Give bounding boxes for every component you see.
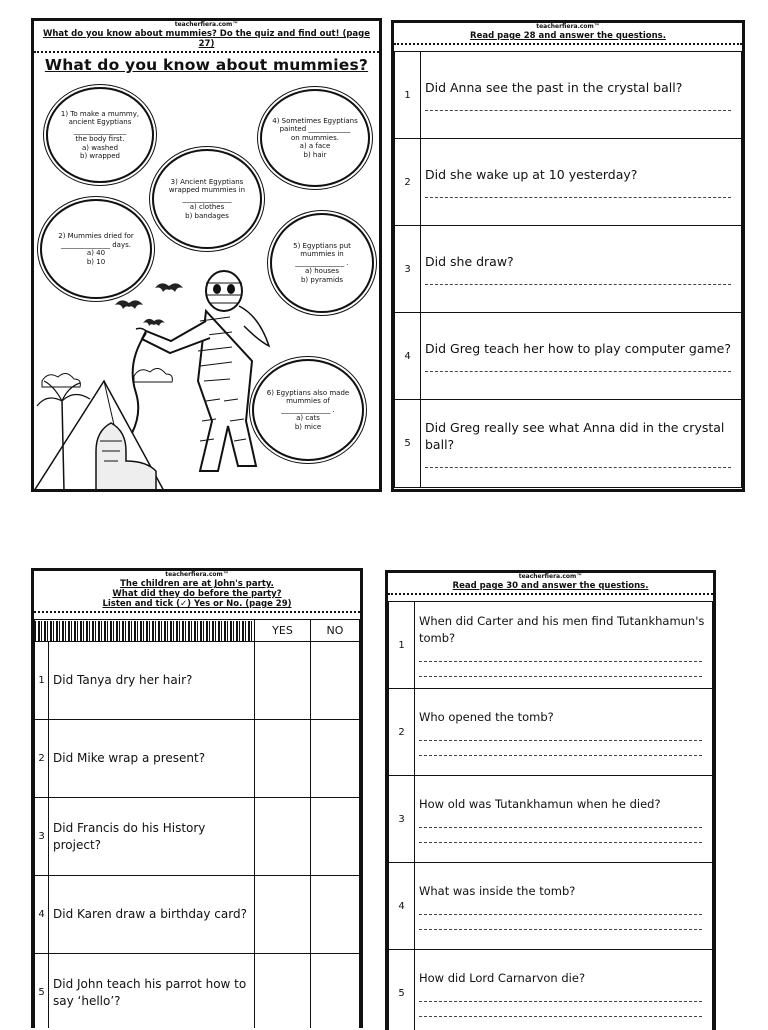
answer-line[interactable] [425,272,731,285]
table-row [35,876,360,954]
option-b[interactable]: b) hair [272,151,358,160]
answer-line[interactable] [419,664,702,677]
yes-tick-cell[interactable] [255,798,311,876]
sheet-header: Read page 30 and answer the questions. [388,581,713,591]
option-a[interactable]: a) houses [282,267,362,276]
table-row [389,863,713,950]
yes-tick-cell[interactable] [255,954,311,1029]
question-text: Did Francis do his History project? [49,798,255,876]
yes-tick-cell[interactable] [255,720,311,798]
question-number: 2 [389,689,415,776]
question-text: How old was Tutankhamun when he died? [419,797,661,811]
barcode-header [35,620,255,642]
answer-line[interactable] [419,649,702,662]
page-title: What do you know about mummies? [34,56,379,74]
answer-line[interactable] [425,98,731,111]
question-text: Did she wake up at 10 yesterday? [425,167,637,182]
bubble-text: 2) Mummies dried for [52,232,140,241]
barcode-pattern [35,621,254,641]
answer-line[interactable] [419,902,702,915]
bubble-text: ______________ days. [52,241,140,250]
table-header-row [35,620,360,642]
no-tick-cell[interactable] [311,798,360,876]
answer-line[interactable] [425,455,731,468]
table-row [35,642,360,720]
option-b[interactable]: b) 10 [52,258,140,267]
question-number: 1 [395,52,421,139]
question-number: 1 [389,602,415,689]
question-cell [415,689,713,776]
brand-label: teacherfiera.com™ [394,23,742,31]
answer-line[interactable] [419,917,702,930]
table-row [395,313,742,400]
question-cell [421,226,742,313]
question-text: Did Karen draw a birthday card? [49,876,255,954]
question-number: 5 [389,950,415,1030]
no-tick-cell[interactable] [311,954,360,1029]
table-row [35,798,360,876]
answer-blank[interactable]: _______________ [58,127,142,136]
question-text: When did Carter and his men find Tutankhamun's tomb? [419,614,704,645]
question-text: Did Mike wrap a present? [49,720,255,798]
bubble-text: 1) To make a mummy, [58,110,142,119]
sheet-header-line-1: The children are at John's party. [34,579,360,589]
option-b[interactable]: b) mice [264,423,352,432]
question-text: Did Greg really see what Anna did in the crystal ball? [425,420,724,452]
answer-line[interactable] [419,743,702,756]
question-number: 4 [389,863,415,950]
table-row [395,139,742,226]
quiz-bubble-2 [40,199,152,299]
question-cell [421,400,742,488]
question-number: 2 [35,720,49,798]
bubble-text: the body first. [58,135,142,144]
bubble-text: mummies in [282,250,362,259]
question-number: 4 [35,876,49,954]
table-row [389,950,713,1030]
question-number: 4 [395,313,421,400]
question-text: Did Anna see the past in the crystal ball? [425,80,682,95]
bubble-text: wrapped mummies in [164,186,250,195]
tutankhamun-questions-sheet [385,570,716,1030]
question-number: 5 [35,954,49,1029]
yes-no-table [34,619,360,1028]
question-cell [415,863,713,950]
table-row [35,954,360,1029]
answer-blank[interactable]: ______________ [164,195,250,204]
column-header-no: NO [311,620,360,642]
party-yes-no-sheet [31,568,363,1028]
table-row [395,52,742,139]
question-text: Did she draw? [425,254,514,269]
bubble-text: 5) Egyptians put [282,242,362,251]
questions-table [388,601,713,1030]
crystal-ball-questions-sheet [391,20,745,492]
question-cell [415,950,713,1030]
bubble-text: 3) Ancient Egyptians [164,178,250,187]
brand-label: teacherfiera.com™ [34,571,360,579]
yes-tick-cell[interactable] [255,876,311,954]
answer-line[interactable] [425,359,731,372]
table-row [35,720,360,798]
question-text: Who opened the tomb? [419,710,554,724]
bubble-text: ancient Egyptians [58,118,142,127]
question-cell [415,602,713,689]
sheet-header: What do you know about mummies? Do the quiz and find out! (page 27) [34,29,379,49]
option-a[interactable]: a) a face [272,142,358,151]
quiz-bubble-3 [152,149,262,249]
question-number: 2 [395,139,421,226]
question-cell [421,52,742,139]
answer-line[interactable] [419,815,702,828]
yes-tick-cell[interactable] [255,642,311,720]
answer-blank[interactable]: ______________ . [282,259,362,268]
table-row [389,689,713,776]
question-text: Did Greg teach her how to play computer game? [425,341,731,356]
bubble-text: mummies of [264,397,352,406]
table-row [395,400,742,488]
option-a[interactable]: a) washed [58,144,142,153]
option-b[interactable]: b) pyramids [282,276,362,285]
column-header-yes: YES [255,620,311,642]
question-number: 3 [395,226,421,313]
mummies-quiz-sheet [31,18,382,492]
table-row [389,602,713,689]
question-text: Did Tanya dry her hair? [49,642,255,720]
answer-line[interactable] [419,830,702,843]
quiz-bubble-6 [252,359,364,461]
divider [394,43,742,45]
question-text: What was inside the tomb? [419,884,575,898]
questions-table [394,51,742,488]
answer-line[interactable] [425,185,731,198]
quiz-bubble-5 [270,213,374,313]
question-cell [421,139,742,226]
divider [388,593,713,595]
question-cell [415,776,713,863]
question-cell [421,313,742,400]
brand-label: teacherfiera.com™ [388,573,713,581]
question-number: 3 [389,776,415,863]
table-row [389,776,713,863]
sheet-header-line-2: What did they do before the party? [34,589,360,599]
option-a[interactable]: a) clothes [164,203,250,212]
option-a[interactable]: a) 40 [52,249,140,258]
question-text: How did Lord Carnarvon die? [419,971,585,985]
brand-label: teacherfiera.com™ [34,21,379,29]
answer-line[interactable] [419,1004,702,1017]
question-number: 5 [395,400,421,488]
question-number: 1 [35,642,49,720]
answer-blank[interactable]: ______________ . [264,406,352,415]
sheet-header-line-3: Listen and tick (✓) Yes or No. (page 29) [34,599,360,609]
no-tick-cell[interactable] [311,876,360,954]
bubble-text: 4) Sometimes Egyptians [272,117,358,126]
option-b[interactable]: b) wrapped [58,152,142,161]
bubble-text: on mummies. [272,134,358,143]
divider [34,611,360,613]
answer-line[interactable] [419,989,702,1002]
no-tick-cell[interactable] [311,642,360,720]
question-number: 3 [35,798,49,876]
option-b[interactable]: b) bandages [164,212,250,221]
table-row [395,226,742,313]
bubble-text: 6) Egyptians also made [264,389,352,398]
answer-line[interactable] [419,728,702,741]
question-text: Did John teach his parrot how to say ‘hello’? [49,954,255,1029]
no-tick-cell[interactable] [311,720,360,798]
quiz-bubble-4 [260,89,370,187]
option-a[interactable]: a) cats [264,414,352,423]
sheet-header: Read page 28 and answer the questions. [394,31,742,41]
quiz-bubble-1 [46,87,154,183]
bubble-text: painted ____________ [272,125,358,134]
